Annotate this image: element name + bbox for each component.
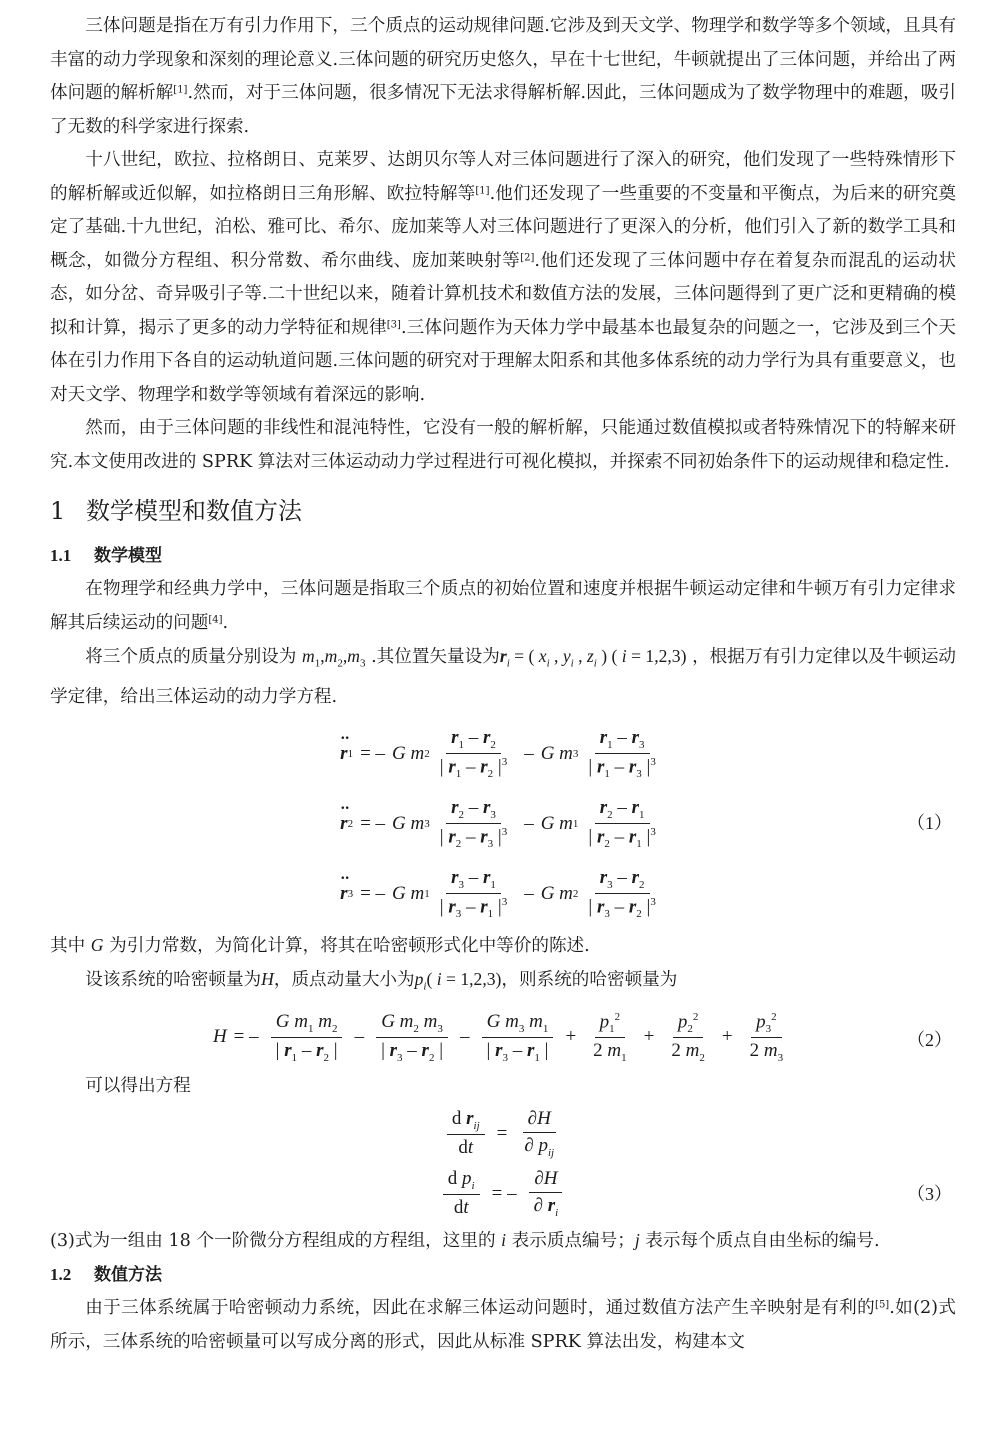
equation-2 [50, 1004, 956, 1070]
subsection-heading: 1.2 数值方法 [50, 1265, 162, 1286]
citation-ref[interactable]: [2] [520, 252, 535, 263]
equation-3 [50, 1104, 956, 1224]
citation-ref[interactable]: [1] [475, 185, 490, 196]
equation-number: （3） [907, 1183, 952, 1204]
equation-1 [50, 719, 956, 929]
model-paragraph-2: 将三个质点的质量分别设为 $m_1,m_2,m_3$ .其位置矢量设为$r_i$ = ( $x_i$ , $y_i$ , $z_i$ ) ( i = 1,2,3) ，根据万有引力定律以及牛顿运动学定律，给出三体运动的动力学方程. [50, 646, 957, 708]
intro-paragraph-3: 然而，由于三体问题的非线性和混沌特性，它没有一般的解析解，只能通过数值模拟或者特殊情况下的特解来研究.本文使用改进的 SPRK 算法对三体运动动力学过程进行可视化模拟，并探索不同初始条件下的运动规律和稳定性. [50, 418, 956, 472]
model-paragraph-6: (3)式为一组由 18 个一阶微分方程组成的方程组，这里的 i 表示质点编号；j 表示每个质点自由坐标的编号. [50, 1229, 880, 1251]
equation-row: $\frac{d p_i}{dt}$ = – $\frac{\partial H}{\partial r_i}$ [50, 1164, 956, 1224]
equation-row: $\frac{d r_{ij}}{dt}$ = $\frac{\partial H}{\partial p_{ij}}$ [50, 1104, 956, 1164]
citation-ref[interactable]: [3] [386, 319, 401, 330]
equation-row: ·· r 2 = – G m 3 $\frac{r_2 - r_3}{| r_2 - r_3 |^3}$ – G m 1 $\frac{r_2 - r_1}{| r_2 - r_1 |^3}$ [50, 789, 956, 859]
model-paragraph-1: 在物理学和经典力学中，三体问题是指取三个质点的初始位置和速度并根据牛顿运动定律和牛顿万有引力定律求解其后续运动的问题[4]. [50, 579, 956, 633]
model-paragraph-4: 设该系统的哈密顿量为H，质点动量大小为$p_i$( i = 1,2,3)，则系统的哈密顿量为 [85, 969, 678, 993]
method-paragraph-1: 由于三体系统属于哈密顿动力系统，因此在求解三体运动问题时，通过数值方法产生辛映射是有利的[5].如(2)式所示，三体系统的哈密顿量可以写成分离的形式，因此从标准 SPRK 算法出发，构建本文 [50, 1298, 956, 1352]
model-paragraph-5: 可以得出方程 [85, 1076, 191, 1097]
model-paragraph-3: 其中 G 为引力常数，为简化计算，将其在哈密顿形式化中等价的陈述. [50, 934, 590, 956]
citation-ref[interactable]: [4] [208, 614, 223, 625]
citation-ref[interactable]: [5] [875, 1299, 890, 1311]
equation-row: H = – $\frac{G m_1 m_2}{| r_1 - r_2 |}$ – $\frac{G m_2 m_3}{| r_3 - r_2 |}$ – $\frac{G m_3 m_1}{| r_3 - r_1 |}$ + $\frac{p_1^2}{2 m_1}$ + $\frac{p_2^2}{2 m_2}$ + $\frac{p_3^2}{2 m_3}$ [212, 1010, 784, 1064]
paper-page [50, 10, 956, 1359]
equation-number: （2） [907, 1030, 952, 1051]
intro-paragraph-1: 三体问题是指在万有引力作用下，三个质点的运动规律问题.它涉及到天文学、物理学和数学等多个领域，且具有丰富的动力学现象和深刻的理论意义.三体问题的研究历史悠久，早在十七世纪，牛顿就提出了三体问题，并给出了两体问题的解析解[1].然而，对于三体问题，很多情况下无法求得解析解.因此，三体问题成为了数学物理中的难题，吸引了无数的科学家进行探索. [50, 16, 956, 137]
equation-row: ·· r 3 = – G m 1 $\frac{r_3 - r_1}{| r_3 - r_1 |^3}$ – G m 2 $\frac{r_3 - r_2}{| r_3 - r_2 |^3}$ [50, 859, 956, 929]
subsection-heading: 1.1 数学模型 [50, 546, 162, 566]
equation-number: （1） [907, 812, 952, 833]
equation-row: ·· r 1 = – G m 2 $\frac{r_1 - r_2}{| r_1 - r_2 |^3}$ – G m 3 $\frac{r_1 - r_3}{| r_1 - r_3 |^3}$ [50, 719, 956, 789]
intro-paragraph-2: 十八世纪，欧拉、拉格朗日、克莱罗、达朗贝尔等人对三体问题进行了深入的研究，他们发现了一些特殊情形下的解析解或近似解，如拉格朗日三角形解、欧拉特解等[1].他们还发现了一些重要的不变量和平衡点，为后来的研究奠定了基础.十九世纪，泊松、雅可比、希尔、庞加莱等人对三体问题进行了更深入的分析，他们引入了新的数学工具和概念，如微分方程组、积分常数、希尔曲线、庞加莱映射等[2].他们还发现了三体问题中存在着复杂而混乱的运动状态，如分岔、奇异吸引子等.二十世纪以来，随着计算机技术和数值方法的发展，三体问题得到了更广泛和更精确的模拟和计算，揭示了更多的动力学特征和规律[3].三体问题作为天体力学中最基本也最复杂的问题之一，它涉及到三个天体在引力作用下各自的运动轨道问题.三体问题的研究对于理解太阳系和其他多体系统的动力学行为具有重要意义，也对天文学、物理学和数学等领域有着深远的影响. [50, 150, 956, 405]
section-heading: 1 数学模型和数值方法 [50, 497, 302, 525]
citation-ref[interactable]: [1] [173, 84, 188, 96]
